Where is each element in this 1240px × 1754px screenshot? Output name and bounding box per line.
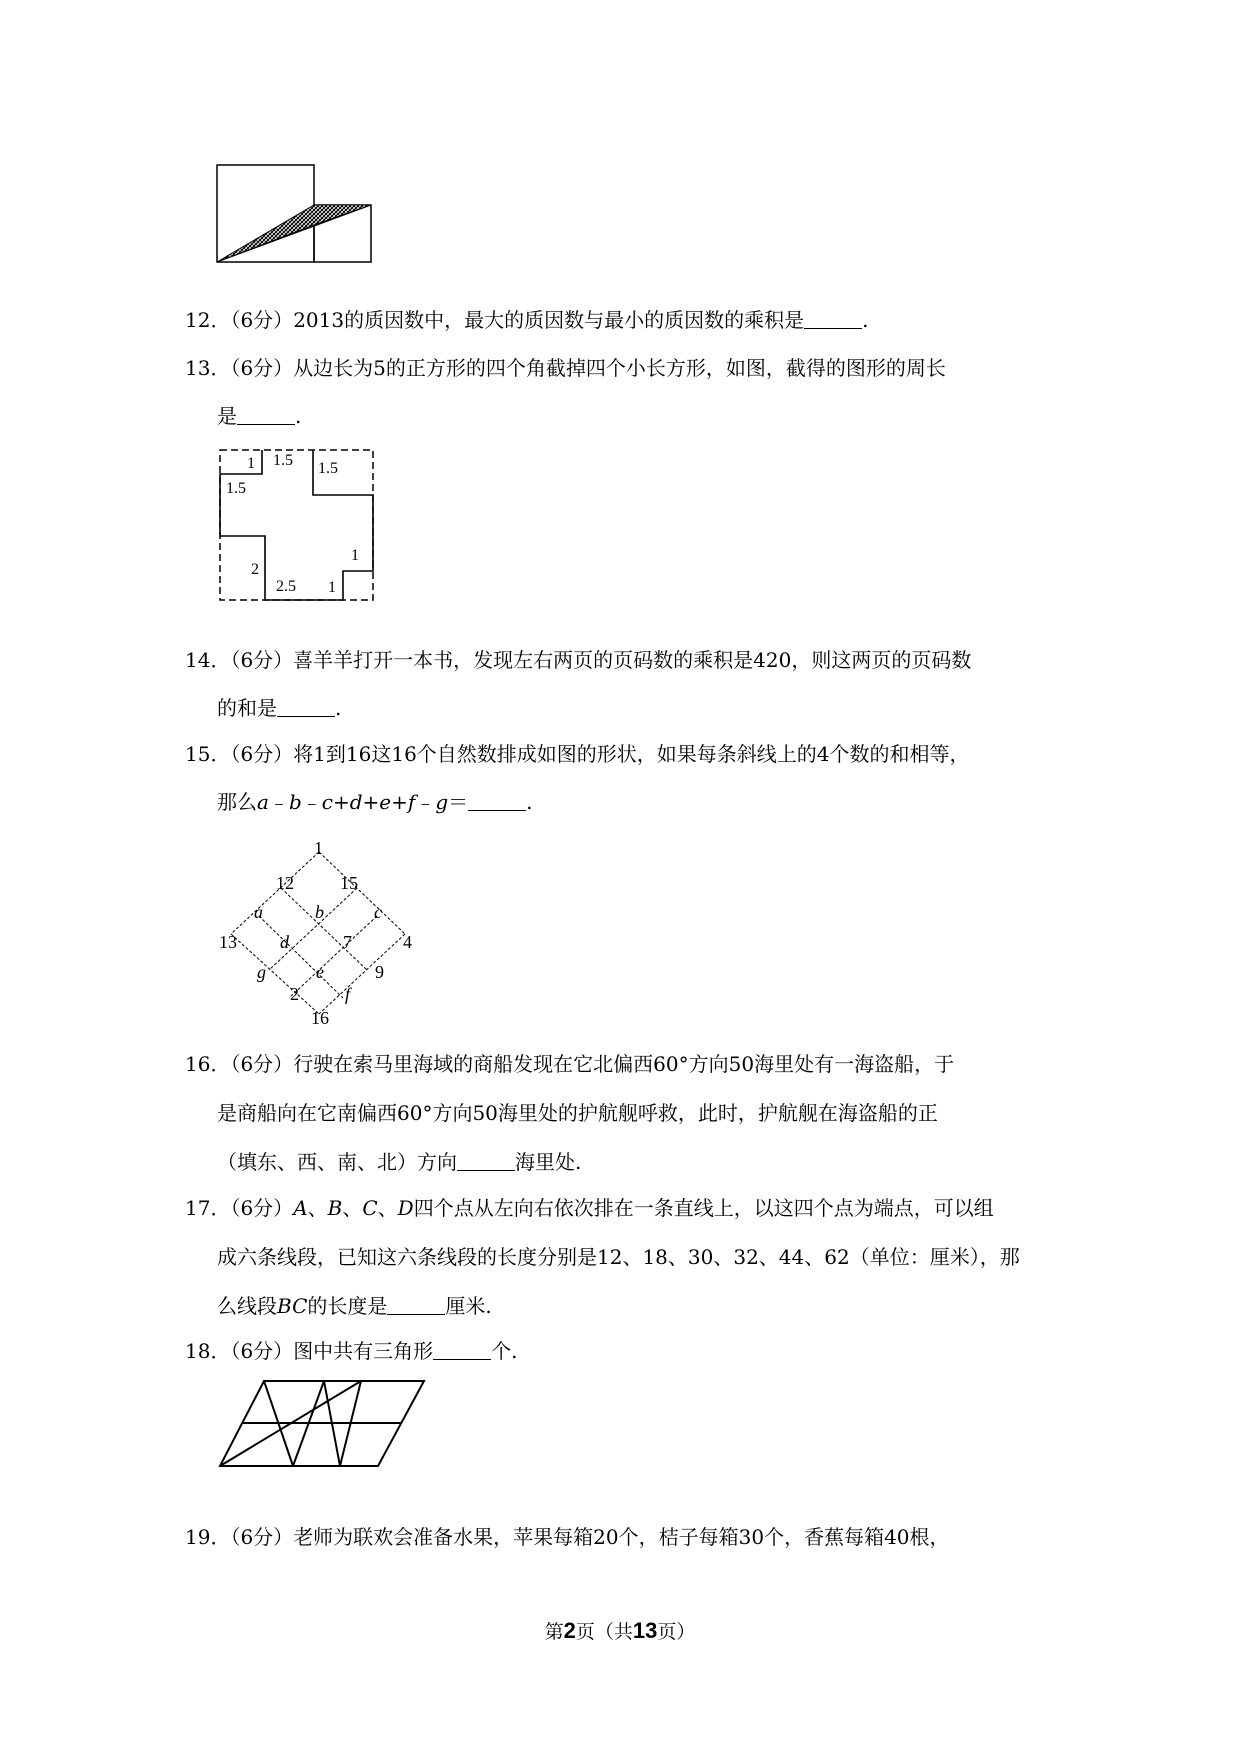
question-13: 13．（6分）从边长为5的正方形的四个角截掉四个小长方形，如图，截得的图形的周长: [185, 356, 946, 380]
question-16-line2: 是商船向在它南偏西60°方向50海里处的护航舰呼救，此时，护航舰在海盗船的正: [217, 1101, 938, 1125]
page-footer: 第2页（共13页）: [544, 1618, 696, 1643]
question-15-line2: 那么a﹣b﹣c+d+e+f﹣g＝ .: [217, 790, 533, 814]
label: 1: [314, 838, 323, 858]
label: 1.5: [318, 460, 338, 477]
label: f: [345, 984, 351, 1004]
question-18: 18．（6分）图中共有三角形 个.: [185, 1339, 518, 1363]
answer-blank[interactable]: [237, 406, 295, 425]
answer-blank[interactable]: [277, 698, 335, 717]
question-14-line2: 的和是 .: [217, 696, 342, 720]
label: g: [257, 962, 266, 982]
figure-q13-cross-shape: [218, 448, 378, 604]
label: b: [315, 902, 324, 922]
figure-q15-diamond-grid: [215, 838, 421, 1028]
label: 1.5: [273, 452, 293, 469]
label: 13: [219, 932, 237, 952]
question-16-line3: （填东、西、南、北）方向 海里处.: [217, 1150, 582, 1174]
label: 4: [403, 932, 412, 952]
label: 2.5: [276, 578, 296, 595]
label: 9: [375, 962, 384, 982]
current-page: 2: [563, 1618, 576, 1643]
label: 1.5: [226, 480, 246, 497]
label: 1: [351, 547, 359, 564]
outer-square-dashed: [220, 450, 373, 600]
question-17: 17．（6分）A、B、C、D四个点从左向右依次排在一条直线上，以这四个点为端点，可以组: [185, 1196, 994, 1220]
label: 16: [311, 1008, 329, 1028]
question-17-line3: 么线段BC的长度是 厘米.: [217, 1294, 492, 1318]
label: a: [254, 902, 263, 922]
label: e: [316, 962, 324, 982]
answer-blank[interactable]: [387, 1296, 445, 1315]
question-14: 14．（6分）喜羊羊打开一本书，发现左右两页的页码数的乘积是420，则这两页的页码数: [185, 648, 972, 672]
question-13-line2: 是 .: [217, 404, 302, 428]
answer-blank[interactable]: [804, 310, 862, 329]
cross-outline: [220, 450, 373, 600]
label: d: [280, 932, 289, 952]
question-17-line2: 成六条线段，已知这六条线段的长度分别是12、18、30、32、44、62（单位：厘米），那: [217, 1245, 1020, 1269]
label: 12: [276, 873, 294, 893]
answer-blank[interactable]: [433, 1341, 491, 1360]
total-pages: 13: [632, 1618, 658, 1643]
label: 2: [251, 561, 259, 578]
question-15: 15．（6分）将1到16这16个自然数排成如图的形状，如果每条斜线上的4个数的和相等，: [185, 742, 970, 766]
label: 7: [343, 932, 352, 952]
answer-blank[interactable]: [468, 792, 526, 811]
label: 2: [290, 984, 299, 1004]
label: c: [374, 902, 382, 922]
question-16: 16．（6分）行驶在索马里海域的商船发现在它北偏西60°方向50海里处有一海盗船，于: [185, 1052, 955, 1076]
figure-q11-squares: [216, 164, 376, 266]
label: 1: [328, 579, 336, 596]
question-12: 12．（6分）2013的质因数中，最大的质因数与最小的质因数的乘积是 .: [185, 308, 869, 332]
answer-blank[interactable]: [457, 1152, 515, 1171]
label: 15: [340, 873, 358, 893]
label: 1: [247, 455, 255, 472]
question-19: 19．（6分）老师为联欢会准备水果，苹果每箱20个，桔子每箱30个，香蕉每箱40根，: [185, 1525, 950, 1549]
figure-q18-parallelogram-triangles: [218, 1378, 428, 1470]
